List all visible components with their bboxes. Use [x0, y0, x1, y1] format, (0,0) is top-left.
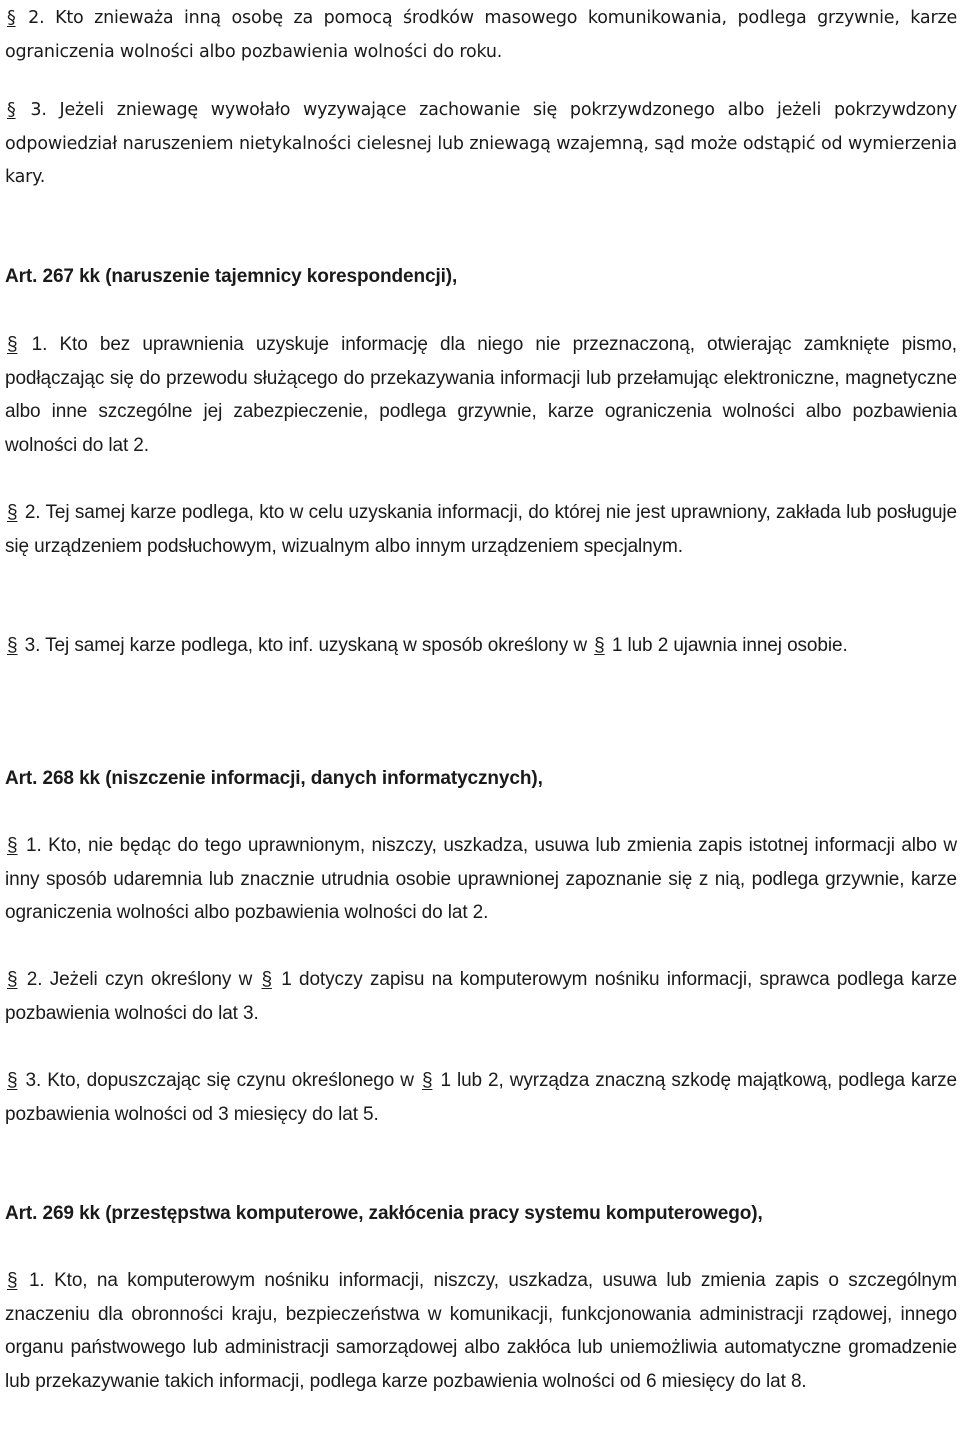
- paragraph-text-after: 1 dotyczy zapisu na komputerowym nośniku informacji, sprawca podlega karze pozbawienia wolności do lat 3.: [5, 969, 957, 1024]
- paragraph-number: 1.: [28, 1270, 45, 1291]
- paragraph-symbol-inline: §: [261, 969, 272, 990]
- paragraph-symbol: §: [7, 502, 18, 523]
- paragraph-number: 2.: [26, 969, 43, 990]
- paragraph-268-1: [5, 829, 957, 930]
- paragraph-symbol-inline: §: [421, 1070, 433, 1091]
- paragraph-text: Kto, na komputerowym nośniku informacji, niszczy, uszkadza, usuwa lub zmienia zapis o szczególnym znaczeniu dla obronności kraju, bezpieczeństwa w komunikacji, funkcjonowania administracji rządowej, innego organu państwowego lub administracji samorządowej albo zakłóca lub uniemożliwia automatyczne gromadzenie lub przekazywanie takich informacji, podlega karze pozbawienia wolności od 6 miesięcy do lat 8.: [5, 1270, 958, 1392]
- article-269-heading: Art. 269 kk (przestępstwa komputerowe, zakłócenia pracy systemu komputerowego),: [5, 1203, 763, 1224]
- paragraph-267-3: [5, 629, 957, 663]
- paragraph-number: 2.: [24, 502, 41, 523]
- paragraph-number: 3.: [30, 100, 47, 120]
- paragraph-symbol: §: [7, 8, 16, 28]
- paragraph-text: Kto, nie będąc do tego uprawnionym, niszczy, uszkadza, usuwa lub zmienia zapis istotnej informacji albo w inny sposób udaremnia lub znacznie utrudnia osobie uprawnionej zapoznanie się z nią, podlega grzywnie, karze ograniczenia wolności albo pozbawienia wolności do lat 2.: [5, 835, 957, 923]
- article-268-heading: Art. 268 kk (niszczenie informacji, danych informatycznych),: [5, 768, 543, 789]
- paragraph-number: 1.: [31, 334, 48, 355]
- paragraph-266-2: [5, 2, 957, 69]
- paragraph-266-3: [5, 94, 957, 195]
- paragraph-267-1: [5, 328, 957, 462]
- paragraph-symbol: §: [7, 835, 18, 856]
- paragraph-269-1: [5, 1264, 957, 1398]
- paragraph-symbol: §: [7, 635, 18, 656]
- paragraph-number: 2.: [28, 8, 45, 28]
- paragraph-text-before: Jeżeli czyn określony w: [49, 969, 253, 990]
- paragraph-symbol: §: [7, 100, 16, 120]
- paragraph-number: 3.: [25, 1070, 42, 1091]
- paragraph-text-after: 1 lub 2 ujawnia innej osobie.: [611, 635, 848, 656]
- paragraph-number: 1.: [25, 835, 42, 856]
- paragraph-text: Tej samej karze podlega, kto w celu uzyskania informacji, do której nie jest uprawniony, zakłada lub posługuje się urządzeniem podsłuchowym, wizualnym albo innym urządzeniem specjalnym.: [5, 502, 958, 557]
- paragraph-268-2: [5, 963, 957, 1030]
- paragraph-267-2: [5, 496, 957, 563]
- paragraph-text-before: Kto, dopuszczając się czynu określonego w: [47, 1070, 414, 1091]
- paragraph-number: 3.: [24, 635, 41, 656]
- paragraph-symbol: §: [7, 1070, 18, 1091]
- paragraph-text: Kto znieważa inną osobę za pomocą środków masowego komunikowania, podlega grzywnie, karze ograniczenia wolności albo pozbawienia wolności do roku.: [5, 8, 958, 62]
- paragraph-text-after: 1 lub 2, wyrządza znaczną szkodę majątkową, podlega karze pozbawienia wolności od 3 miesięcy do lat 5.: [5, 1070, 958, 1125]
- paragraph-text: Kto bez uprawnienia uzyskuje informację dla niego nie przeznaczoną, otwierając zamknięte pismo, podłączając się do przewodu służącego do przekazywania informacji lub przełamując elektroniczne, magnetyczne albo inne szczególne jej zabezpieczenie, podlega grzywnie, karze ograniczenia wolności albo pozbawienia wolności do lat 2.: [5, 334, 957, 456]
- paragraph-text-before: Tej samej karze podlega, kto inf. uzyskaną w sposób określony w: [45, 635, 587, 656]
- paragraph-symbol: §: [7, 334, 18, 355]
- paragraph-symbol: §: [7, 969, 18, 990]
- paragraph-text: Jeżeli zniewagę wywołało wyzywające zachowanie się pokrzywdzonego albo jeżeli pokrzywdzony odpowiedział naruszeniem nietykalności cielesnej lub zniewagą wzajemną, sąd może odstąpić od wymierzenia kary.: [5, 100, 958, 187]
- paragraph-symbol-inline: §: [594, 635, 605, 656]
- paragraph-268-3: [5, 1064, 957, 1131]
- article-267-heading: Art. 267 kk (naruszenie tajemnicy korespondencji),: [5, 266, 458, 287]
- paragraph-symbol: §: [7, 1270, 18, 1291]
